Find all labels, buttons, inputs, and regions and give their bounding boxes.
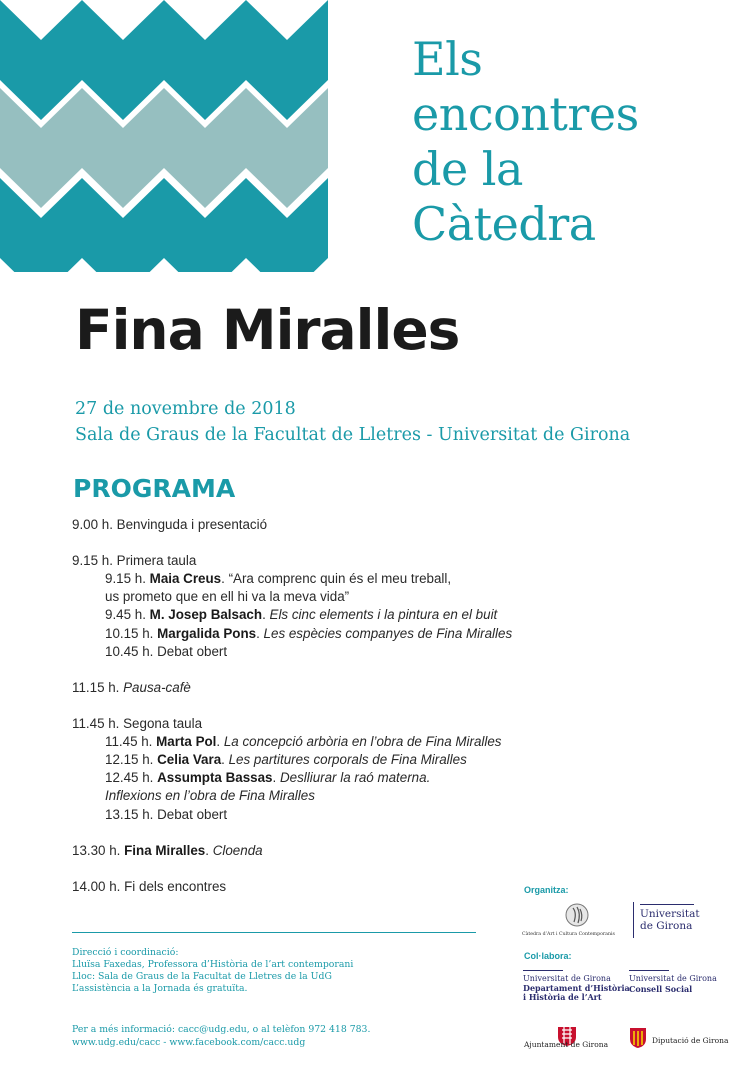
diputacio-shield-icon [629,1027,647,1049]
diputacio-label: Diputació de Girona [652,1036,729,1045]
coordination-line: L’assistència a la Jornada és gratuïta. [72,983,248,994]
program-item: 14.00 h. Fi dels encontres [72,878,227,894]
event-date: 27 de novembre de 2018 [75,399,296,419]
program-list [72,516,512,896]
coordination-line: Lloc: Sala de Graus de la Facultat de Lletres de la UdG [72,971,332,982]
program-item: 9.15 h. Maia Creus. “Ara comprenc quin és el meu treball, [105,571,452,587]
program-item: 11.45 h. Marta Pol. La concepció arbòria en l’obra de Fina Miralles [105,734,502,750]
program-item: 13.15 h. Debat obert [105,806,228,822]
program-item: 9.15 h. Primera taula [72,553,197,569]
contact-info [72,1023,370,1049]
series-title-line: encontres [412,87,639,141]
event-details [75,396,630,448]
program-item: 11.45 h. Segona taula [72,716,203,732]
diputacio-logo [629,1027,647,1054]
contact-line: Per a més informació: cacc@udg.edu, o al telèfon 972 418 783. [72,1024,371,1035]
main-title: Fina Miralles [75,298,460,362]
catedra-logo: Càtedra d’Art i Cultura Contemporanis [522,902,628,942]
udg-logo: Universitat de Girona [640,908,700,932]
catedra-emblem-icon [564,902,590,928]
event-venue: Sala de Graus de la Facultat de Lletres - Universitat de Girona [75,425,631,445]
program-item: 12.45 h. Assumpta Bassas. Deslliurar la raó materna. [105,770,431,786]
program-item-cont: us prometo que en ell hi va la meva vida” [105,589,350,605]
series-title-line: de la [412,142,523,196]
coordination-line: Lluïsa Faxedas, Professora d’Història de l’art contemporani [72,959,354,970]
ajuntament-label: Ajuntament de Girona [524,1040,609,1049]
program-item: 9.45 h. M. Josep Balsach. Els cinc elements i la pintura en el buit [105,607,498,623]
coordination-line: Direcció i coordinació: [72,947,179,958]
logo-separator [633,902,634,938]
program-item: 9.00 h. Benvinguda i presentació [72,517,268,532]
section-title: PROGRAMA [73,474,236,503]
program-item: 12.15 h. Celia Vara. Les partitures corporals de Fina Miralles [105,752,467,768]
organitza-label: Organitza: [524,885,569,895]
dept-history-logo: Universitat de Girona Departament d’Història i Història de l’Art [523,974,630,1003]
coordination-info [72,947,353,995]
program-item: 13.30 h. Fina Miralles. Cloenda [72,842,263,858]
program-item: 10.45 h. Debat obert [105,643,228,659]
program-item: 11.15 h. Pausa-cafè [72,679,191,695]
program-item-cont: Inflexions en l’obra de Fina Miralles [105,788,315,804]
collabora-label: Col·labora: [524,951,572,961]
series-title-line: Els [412,32,483,86]
series-title [412,32,639,252]
consell-social-logo: Universitat de Girona Consell Social [629,974,717,994]
program-item: 10.15 h. Margalida Pons. Les espècies companyes de Fina Miralles [105,625,513,641]
links-line: www.udg.edu/cacc - www.facebook.com/cacc.udg [72,1037,306,1048]
series-title-line: Càtedra [412,197,596,251]
chevron-pattern [0,0,356,272]
divider [72,932,476,933]
